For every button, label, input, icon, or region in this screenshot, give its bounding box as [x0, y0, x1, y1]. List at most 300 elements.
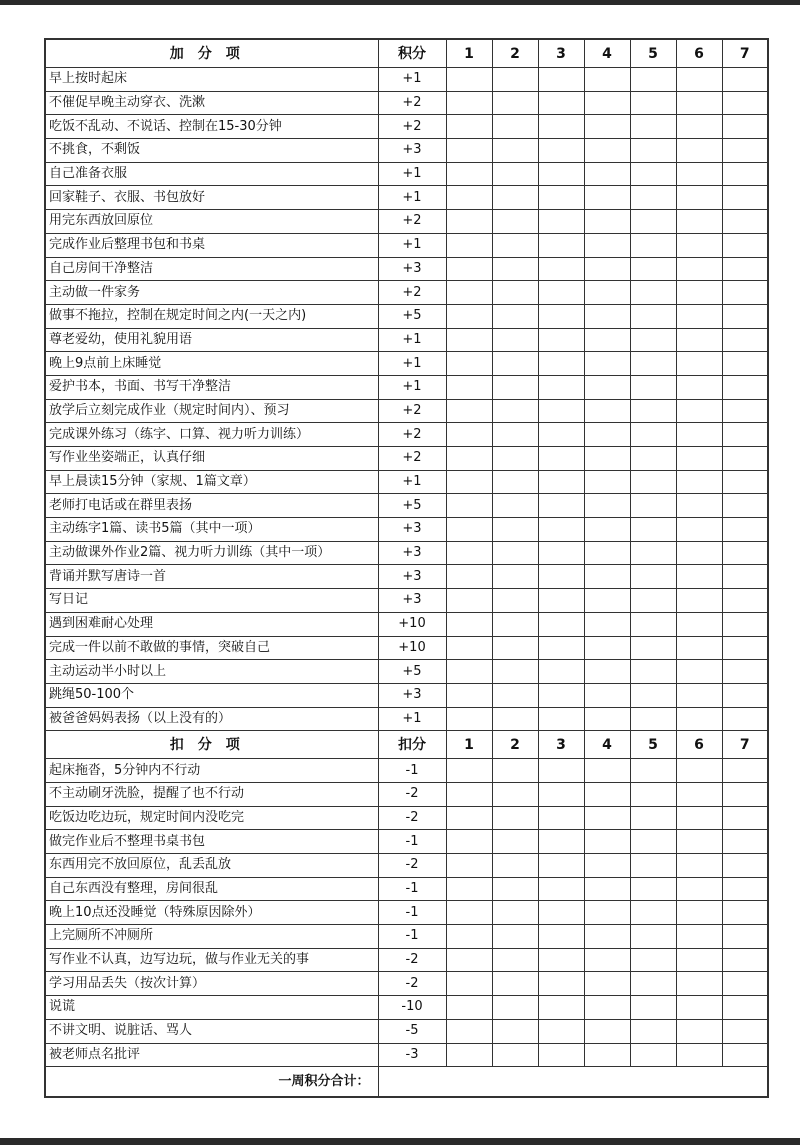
day-cell[interactable]	[630, 877, 676, 901]
day-cell[interactable]	[676, 948, 722, 972]
day-cell[interactable]	[446, 565, 492, 589]
day-cell[interactable]	[446, 683, 492, 707]
day-cell[interactable]	[446, 830, 492, 854]
day-cell[interactable]	[584, 233, 630, 257]
day-cell[interactable]	[538, 470, 584, 494]
day-cell[interactable]	[446, 901, 492, 925]
day-cell[interactable]	[538, 518, 584, 542]
day-cell[interactable]	[492, 375, 538, 399]
total-value-cell[interactable]	[378, 1067, 768, 1098]
day-cell[interactable]	[584, 901, 630, 925]
day-cell[interactable]	[630, 830, 676, 854]
day-cell[interactable]	[538, 304, 584, 328]
day-cell[interactable]	[676, 328, 722, 352]
day-cell[interactable]	[676, 612, 722, 636]
day-cell[interactable]	[722, 328, 768, 352]
day-cell[interactable]	[446, 375, 492, 399]
day-cell[interactable]	[630, 139, 676, 163]
day-cell[interactable]	[492, 281, 538, 305]
day-cell[interactable]	[676, 68, 722, 92]
day-cell[interactable]	[584, 806, 630, 830]
day-cell[interactable]	[446, 1019, 492, 1043]
day-cell[interactable]	[538, 68, 584, 92]
day-cell[interactable]	[630, 759, 676, 783]
day-cell[interactable]	[492, 683, 538, 707]
day-cell[interactable]	[630, 782, 676, 806]
day-cell[interactable]	[492, 612, 538, 636]
day-cell[interactable]	[492, 186, 538, 210]
day-cell[interactable]	[630, 660, 676, 684]
day-cell[interactable]	[584, 660, 630, 684]
day-cell[interactable]	[492, 1019, 538, 1043]
day-cell[interactable]	[676, 518, 722, 542]
day-cell[interactable]	[584, 91, 630, 115]
day-cell[interactable]	[538, 162, 584, 186]
day-cell[interactable]	[446, 636, 492, 660]
day-cell[interactable]	[630, 233, 676, 257]
day-cell[interactable]	[492, 328, 538, 352]
day-cell[interactable]	[492, 91, 538, 115]
day-cell[interactable]	[722, 423, 768, 447]
day-cell[interactable]	[722, 877, 768, 901]
item-label: 做事不拖拉，控制在规定时间之内(一天之内)	[45, 304, 378, 328]
day-cell[interactable]	[538, 1043, 584, 1067]
day-cell[interactable]	[676, 683, 722, 707]
day-cell[interactable]	[446, 1043, 492, 1067]
day-cell[interactable]	[446, 162, 492, 186]
day-cell[interactable]	[676, 162, 722, 186]
day-cell[interactable]	[630, 352, 676, 376]
day-cell[interactable]	[584, 68, 630, 92]
day-cell[interactable]	[676, 660, 722, 684]
day-cell[interactable]	[722, 830, 768, 854]
day-cell[interactable]	[538, 423, 584, 447]
day-cell[interactable]	[538, 115, 584, 139]
day-cell[interactable]	[722, 162, 768, 186]
day-cell[interactable]	[722, 948, 768, 972]
day-cell[interactable]	[676, 139, 722, 163]
day-cell[interactable]	[584, 115, 630, 139]
day-cell[interactable]	[446, 806, 492, 830]
day-cell[interactable]	[446, 115, 492, 139]
day-cell[interactable]	[584, 470, 630, 494]
item-label: 完成一件以前不敢做的事情，突破自己	[45, 636, 378, 660]
day-cell[interactable]	[538, 683, 584, 707]
day-cell[interactable]	[584, 399, 630, 423]
day-cell[interactable]	[676, 233, 722, 257]
day-cell[interactable]	[630, 375, 676, 399]
day-cell[interactable]	[584, 996, 630, 1020]
day-cell[interactable]	[630, 470, 676, 494]
day-cell[interactable]	[538, 494, 584, 518]
day-cell[interactable]	[722, 1043, 768, 1067]
item-label: 自己房间干净整洁	[45, 257, 378, 281]
day-cell[interactable]	[676, 91, 722, 115]
day-cell[interactable]	[538, 352, 584, 376]
day-cell[interactable]	[492, 494, 538, 518]
day-cell[interactable]	[446, 186, 492, 210]
day-cell[interactable]	[630, 328, 676, 352]
day-cell[interactable]	[492, 352, 538, 376]
day-cell[interactable]	[676, 972, 722, 996]
day-cell[interactable]	[584, 541, 630, 565]
day-cell[interactable]	[492, 233, 538, 257]
day-cell[interactable]	[492, 996, 538, 1020]
day-cell[interactable]	[584, 139, 630, 163]
day-cell[interactable]	[446, 494, 492, 518]
day-cell[interactable]	[676, 589, 722, 613]
day-cell[interactable]	[630, 518, 676, 542]
day-cell[interactable]	[538, 541, 584, 565]
day-cell[interactable]	[722, 854, 768, 878]
day-cell[interactable]	[722, 494, 768, 518]
day-cell[interactable]	[492, 115, 538, 139]
day-cell[interactable]	[676, 636, 722, 660]
day-cell[interactable]	[584, 352, 630, 376]
day-cell[interactable]	[538, 806, 584, 830]
day-cell[interactable]	[538, 901, 584, 925]
day-cell[interactable]	[446, 399, 492, 423]
day-cell[interactable]	[538, 707, 584, 731]
day-cell[interactable]	[538, 1019, 584, 1043]
day-cell[interactable]	[722, 972, 768, 996]
day-cell[interactable]	[676, 470, 722, 494]
day-cell[interactable]	[446, 91, 492, 115]
day-cell[interactable]	[492, 541, 538, 565]
day-cell[interactable]	[446, 707, 492, 731]
table-row	[45, 782, 768, 806]
day-cell[interactable]	[630, 399, 676, 423]
day-cell[interactable]	[722, 636, 768, 660]
day-cell[interactable]	[630, 683, 676, 707]
day-cell[interactable]	[584, 375, 630, 399]
day-cell[interactable]	[538, 281, 584, 305]
day-cell[interactable]	[722, 806, 768, 830]
day-cell[interactable]	[492, 948, 538, 972]
item-score: +2	[378, 115, 446, 139]
item-label: 回家鞋子、衣服、书包放好	[45, 186, 378, 210]
day-cell[interactable]	[584, 423, 630, 447]
day-cell[interactable]	[630, 972, 676, 996]
day-cell[interactable]	[492, 68, 538, 92]
day-cell[interactable]	[492, 470, 538, 494]
day-header: 6	[676, 731, 722, 759]
day-cell[interactable]	[446, 925, 492, 949]
day-cell[interactable]	[676, 304, 722, 328]
day-cell[interactable]	[446, 518, 492, 542]
day-cell[interactable]	[538, 210, 584, 234]
day-cell[interactable]	[676, 759, 722, 783]
day-cell[interactable]	[722, 996, 768, 1020]
day-cell[interactable]	[676, 1043, 722, 1067]
day-cell[interactable]	[492, 423, 538, 447]
day-cell[interactable]	[584, 494, 630, 518]
day-cell[interactable]	[446, 447, 492, 471]
day-cell[interactable]	[630, 589, 676, 613]
day-cell[interactable]	[722, 281, 768, 305]
day-cell[interactable]	[722, 759, 768, 783]
day-cell[interactable]	[630, 210, 676, 234]
day-cell[interactable]	[584, 328, 630, 352]
day-cell[interactable]	[446, 996, 492, 1020]
day-cell[interactable]	[492, 707, 538, 731]
day-cell[interactable]	[676, 901, 722, 925]
day-cell[interactable]	[584, 877, 630, 901]
day-cell[interactable]	[584, 518, 630, 542]
day-cell[interactable]	[630, 494, 676, 518]
day-cell[interactable]	[630, 281, 676, 305]
day-cell[interactable]	[630, 925, 676, 949]
day-cell[interactable]	[538, 257, 584, 281]
day-cell[interactable]	[630, 565, 676, 589]
day-cell[interactable]	[722, 304, 768, 328]
day-cell[interactable]	[722, 518, 768, 542]
day-cell[interactable]	[538, 660, 584, 684]
day-cell[interactable]	[630, 901, 676, 925]
day-cell[interactable]	[584, 830, 630, 854]
day-cell[interactable]	[492, 660, 538, 684]
day-cell[interactable]	[584, 257, 630, 281]
day-cell[interactable]	[722, 541, 768, 565]
day-cell[interactable]	[492, 210, 538, 234]
day-cell[interactable]	[722, 91, 768, 115]
day-cell[interactable]	[538, 589, 584, 613]
day-cell[interactable]	[492, 925, 538, 949]
day-cell[interactable]	[446, 877, 492, 901]
day-cell[interactable]	[446, 139, 492, 163]
day-cell[interactable]	[446, 972, 492, 996]
day-cell[interactable]	[584, 972, 630, 996]
day-cell[interactable]	[538, 854, 584, 878]
day-cell[interactable]	[492, 589, 538, 613]
day-cell[interactable]	[630, 806, 676, 830]
day-cell[interactable]	[722, 660, 768, 684]
day-cell[interactable]	[538, 759, 584, 783]
day-cell[interactable]	[584, 589, 630, 613]
day-cell[interactable]	[538, 636, 584, 660]
item-label: 吃饭不乱动、不说话、控制在15-30分钟	[45, 115, 378, 139]
day-cell[interactable]	[446, 304, 492, 328]
day-cell[interactable]	[676, 115, 722, 139]
day-cell[interactable]	[630, 68, 676, 92]
day-cell[interactable]	[722, 782, 768, 806]
day-cell[interactable]	[492, 854, 538, 878]
day-cell[interactable]	[538, 565, 584, 589]
day-cell[interactable]	[538, 233, 584, 257]
day-cell[interactable]	[446, 660, 492, 684]
day-cell[interactable]	[676, 806, 722, 830]
day-cell[interactable]	[584, 1019, 630, 1043]
add-header-row	[45, 39, 768, 68]
day-cell[interactable]	[676, 447, 722, 471]
day-cell[interactable]	[446, 257, 492, 281]
day-cell[interactable]	[584, 612, 630, 636]
day-cell[interactable]	[676, 782, 722, 806]
day-cell[interactable]	[538, 399, 584, 423]
day-cell[interactable]	[538, 612, 584, 636]
day-cell[interactable]	[630, 423, 676, 447]
day-cell[interactable]	[630, 996, 676, 1020]
day-cell[interactable]	[584, 925, 630, 949]
day-cell[interactable]	[492, 830, 538, 854]
day-cell[interactable]	[676, 996, 722, 1020]
day-cell[interactable]	[722, 683, 768, 707]
day-cell[interactable]	[446, 782, 492, 806]
day-cell[interactable]	[630, 1019, 676, 1043]
day-cell[interactable]	[492, 565, 538, 589]
day-cell[interactable]	[630, 162, 676, 186]
day-cell[interactable]	[538, 925, 584, 949]
day-cell[interactable]	[492, 806, 538, 830]
day-cell[interactable]	[722, 139, 768, 163]
day-cell[interactable]	[446, 470, 492, 494]
day-cell[interactable]	[676, 399, 722, 423]
day-cell[interactable]	[722, 447, 768, 471]
day-cell[interactable]	[492, 972, 538, 996]
day-cell[interactable]	[446, 281, 492, 305]
day-cell[interactable]	[492, 636, 538, 660]
day-cell[interactable]	[446, 589, 492, 613]
day-cell[interactable]	[722, 399, 768, 423]
day-cell[interactable]	[676, 186, 722, 210]
day-cell[interactable]	[584, 281, 630, 305]
day-cell[interactable]	[584, 854, 630, 878]
day-cell[interactable]	[584, 1043, 630, 1067]
day-cell[interactable]	[492, 901, 538, 925]
day-cell[interactable]	[630, 612, 676, 636]
day-cell[interactable]	[538, 375, 584, 399]
day-cell[interactable]	[492, 257, 538, 281]
day-cell[interactable]	[676, 925, 722, 949]
day-cell[interactable]	[584, 707, 630, 731]
day-cell[interactable]	[722, 470, 768, 494]
day-cell[interactable]	[446, 854, 492, 878]
day-cell[interactable]	[538, 782, 584, 806]
day-cell[interactable]	[538, 948, 584, 972]
day-cell[interactable]	[676, 565, 722, 589]
day-cell[interactable]	[630, 948, 676, 972]
day-cell[interactable]	[446, 759, 492, 783]
day-cell[interactable]	[584, 683, 630, 707]
day-cell[interactable]	[676, 541, 722, 565]
day-cell[interactable]	[630, 257, 676, 281]
day-cell[interactable]	[446, 210, 492, 234]
day-cell[interactable]	[446, 948, 492, 972]
day-cell[interactable]	[722, 589, 768, 613]
day-cell[interactable]	[538, 996, 584, 1020]
day-cell[interactable]	[722, 901, 768, 925]
day-cell[interactable]	[584, 565, 630, 589]
item-score: +2	[378, 447, 446, 471]
table-row	[45, 636, 768, 660]
day-cell[interactable]	[722, 233, 768, 257]
day-cell[interactable]	[676, 1019, 722, 1043]
day-cell[interactable]	[538, 972, 584, 996]
day-cell[interactable]	[722, 375, 768, 399]
day-cell[interactable]	[722, 352, 768, 376]
day-cell[interactable]	[722, 925, 768, 949]
day-cell[interactable]	[492, 447, 538, 471]
day-cell[interactable]	[584, 304, 630, 328]
day-cell[interactable]	[630, 447, 676, 471]
day-cell[interactable]	[492, 139, 538, 163]
day-cell[interactable]	[538, 328, 584, 352]
day-cell[interactable]	[492, 759, 538, 783]
day-cell[interactable]	[676, 423, 722, 447]
day-cell[interactable]	[584, 759, 630, 783]
day-cell[interactable]	[630, 115, 676, 139]
day-cell[interactable]	[630, 304, 676, 328]
day-cell[interactable]	[722, 257, 768, 281]
day-cell[interactable]	[722, 565, 768, 589]
day-cell[interactable]	[722, 210, 768, 234]
day-cell[interactable]	[630, 1043, 676, 1067]
day-cell[interactable]	[676, 707, 722, 731]
day-cell[interactable]	[584, 210, 630, 234]
day-cell[interactable]	[492, 162, 538, 186]
day-cell[interactable]	[492, 877, 538, 901]
day-cell[interactable]	[446, 612, 492, 636]
day-cell[interactable]	[492, 399, 538, 423]
day-cell[interactable]	[584, 782, 630, 806]
day-cell[interactable]	[584, 162, 630, 186]
day-cell[interactable]	[538, 139, 584, 163]
day-cell[interactable]	[722, 612, 768, 636]
day-cell[interactable]	[676, 281, 722, 305]
day-cell[interactable]	[492, 1043, 538, 1067]
day-cell[interactable]	[584, 948, 630, 972]
day-cell[interactable]	[584, 636, 630, 660]
day-cell[interactable]	[630, 541, 676, 565]
day-cell[interactable]	[492, 518, 538, 542]
day-cell[interactable]	[676, 494, 722, 518]
day-cell[interactable]	[630, 636, 676, 660]
day-cell[interactable]	[492, 304, 538, 328]
day-cell[interactable]	[722, 707, 768, 731]
day-cell[interactable]	[676, 830, 722, 854]
day-cell[interactable]	[538, 186, 584, 210]
day-cell[interactable]	[446, 352, 492, 376]
day-cell[interactable]	[538, 447, 584, 471]
day-cell[interactable]	[722, 1019, 768, 1043]
day-cell[interactable]	[722, 115, 768, 139]
item-label: 晚上9点前上床睡觉	[45, 352, 378, 376]
day-cell[interactable]	[584, 447, 630, 471]
day-cell[interactable]	[630, 707, 676, 731]
day-cell[interactable]	[492, 782, 538, 806]
day-cell[interactable]	[676, 375, 722, 399]
day-cell[interactable]	[676, 854, 722, 878]
day-cell[interactable]	[446, 328, 492, 352]
day-cell[interactable]	[446, 423, 492, 447]
day-cell[interactable]	[630, 854, 676, 878]
day-cell[interactable]	[722, 68, 768, 92]
day-cell[interactable]	[630, 91, 676, 115]
day-cell[interactable]	[676, 210, 722, 234]
day-cell[interactable]	[676, 257, 722, 281]
day-cell[interactable]	[538, 830, 584, 854]
day-cell[interactable]	[584, 186, 630, 210]
day-cell[interactable]	[446, 541, 492, 565]
day-cell[interactable]	[446, 233, 492, 257]
day-cell[interactable]	[722, 186, 768, 210]
day-cell[interactable]	[538, 91, 584, 115]
day-cell[interactable]	[676, 352, 722, 376]
day-cell[interactable]	[630, 186, 676, 210]
day-cell[interactable]	[676, 877, 722, 901]
day-cell[interactable]	[446, 68, 492, 92]
day-cell[interactable]	[538, 877, 584, 901]
